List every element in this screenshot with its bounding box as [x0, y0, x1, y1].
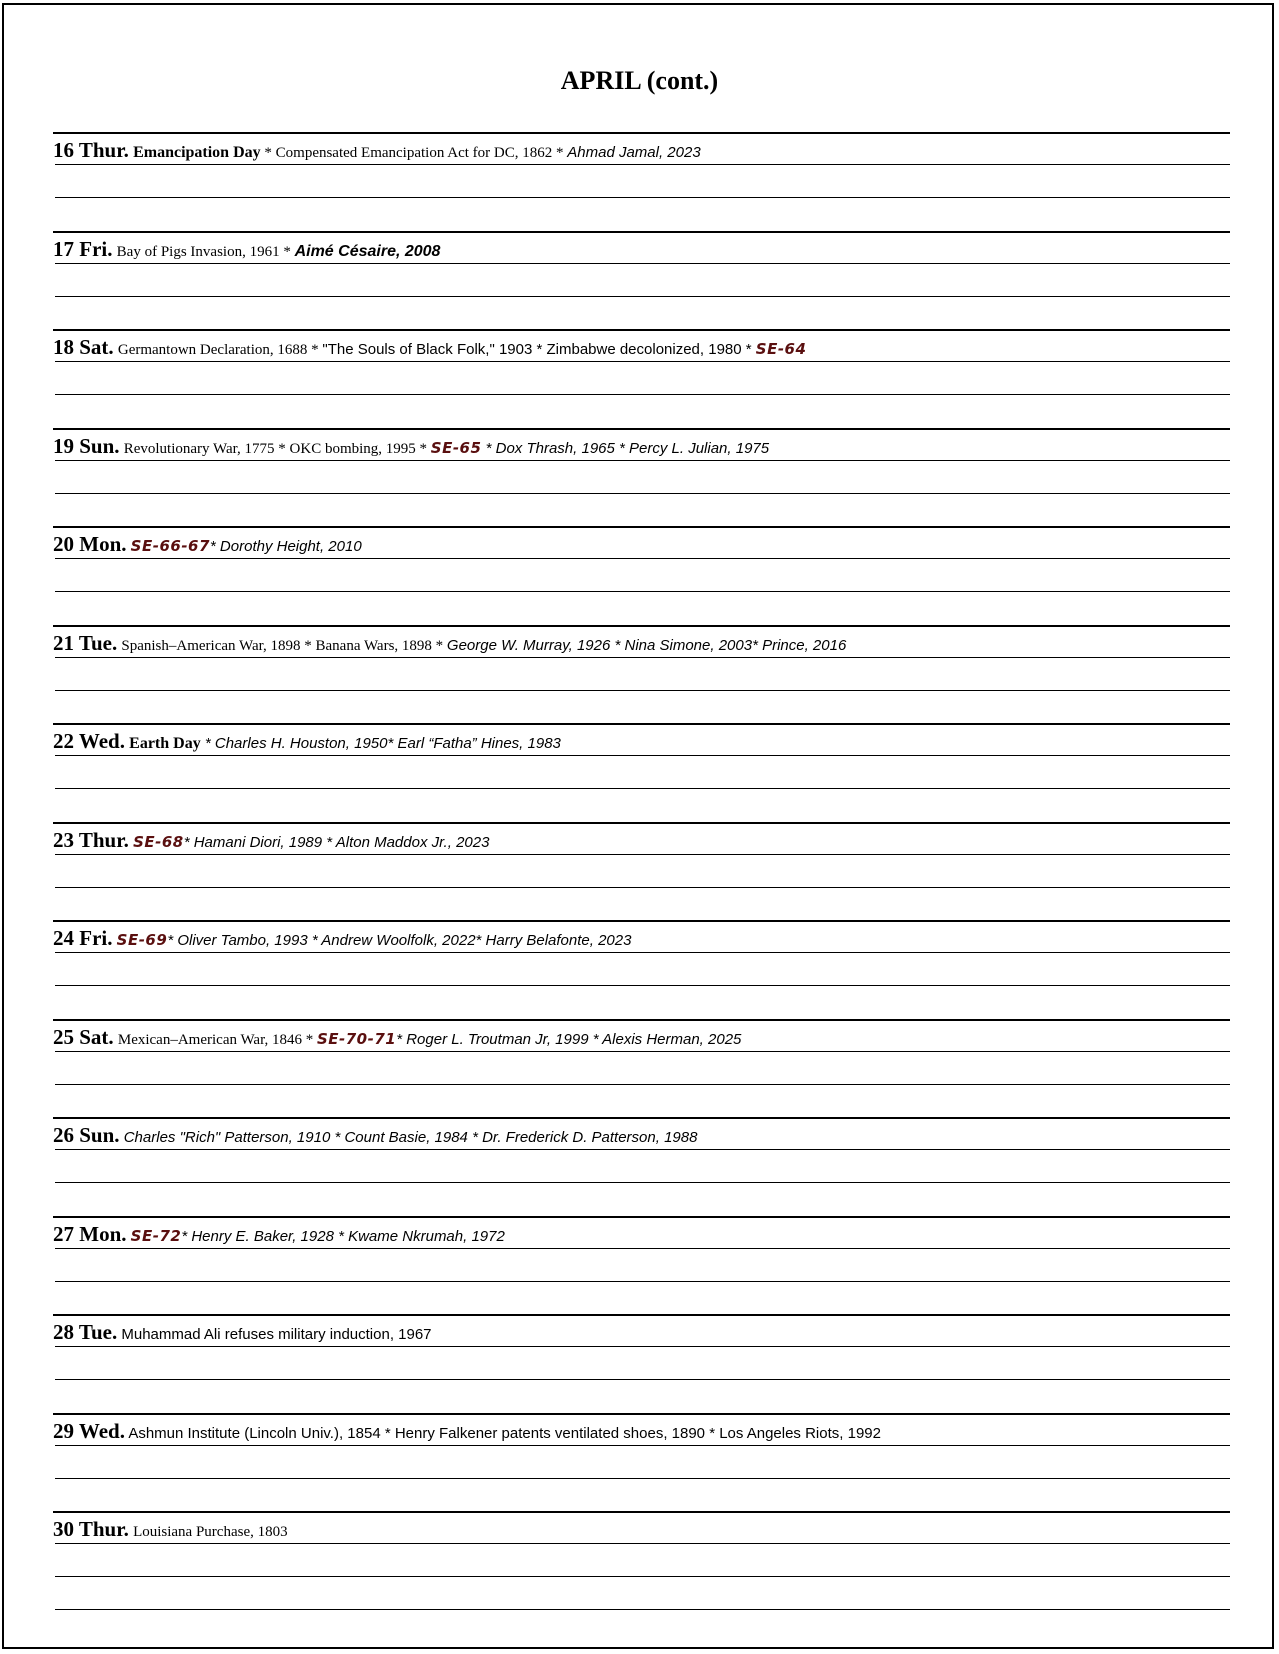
event-text: Muhammad Ali refuses military induction, 1967: [121, 1326, 432, 1343]
se-code: SE-65: [430, 438, 482, 457]
writing-line: [55, 1543, 1230, 1544]
event-text: * Charles H. Houston, 1950* Earl “Fatha” Hines, 1983: [200, 735, 561, 752]
day-date: 18 Sat.: [53, 335, 114, 359]
day-text: [53, 236, 440, 265]
day-divider: [53, 1413, 1230, 1415]
event-text: * Dox Thrash, 1965 * Percy L. Julian, 1975: [481, 439, 770, 457]
event-text: Spanish–American War, 1898 * Banana Wars, 1898 *: [121, 637, 447, 654]
writing-line: [55, 296, 1230, 297]
event-text: * Oliver Tambo, 1993 * Andrew Woolfolk, 2022* Harry Belafonte, 2023: [167, 932, 632, 949]
event-text: Ahmad Jamal, 2023: [567, 144, 701, 161]
writing-line: [55, 1281, 1230, 1282]
day-date: 17 Fri.: [53, 236, 113, 261]
day-text: [53, 433, 769, 462]
writing-line: [55, 1379, 1230, 1380]
day-date: 16 Thur.: [53, 138, 129, 162]
event-text: Revolutionary War, 1775 * OKC bombing, 1995 *: [123, 440, 431, 457]
writing-line: [55, 755, 1230, 756]
se-code: SE-66-67: [130, 537, 210, 555]
day-entry: [53, 625, 1230, 723]
event-text: George W. Murray, 1926 * Nina Simone, 2003* Prince, 2016: [446, 636, 847, 654]
writing-line: [55, 1149, 1230, 1150]
writing-line: [55, 1051, 1230, 1052]
event-text: * Dorothy Height, 2010: [209, 538, 362, 555]
writing-line: [55, 164, 1230, 165]
day-entry: [53, 822, 1230, 920]
day-divider: [53, 822, 1230, 824]
holiday-label: Earth Day: [129, 735, 201, 752]
day-text: [53, 827, 489, 856]
writing-line: [55, 591, 1230, 592]
writing-line: [55, 1445, 1230, 1446]
day-text: [53, 1516, 288, 1545]
day-text: [53, 925, 631, 954]
day-entry: [53, 1216, 1230, 1314]
event-text: Bay of Pigs Invasion, 1961 *: [116, 243, 295, 260]
event-text: Germantown Declaration, 1688 *: [117, 342, 323, 358]
day-divider: [53, 1117, 1230, 1119]
writing-line: [55, 1346, 1230, 1347]
event-text: * Compensated Emancipation Act for DC, 1862 *: [260, 145, 568, 161]
day-divider: [53, 1019, 1230, 1021]
day-text: [53, 728, 561, 757]
writing-line: [55, 1248, 1230, 1249]
se-code: SE-64: [755, 340, 807, 358]
se-code: SE-70-71: [316, 1029, 397, 1048]
se-code: SE-72: [130, 1226, 182, 1245]
day-entry: [53, 526, 1230, 624]
day-entry: [53, 1117, 1230, 1215]
day-divider: [53, 1314, 1230, 1316]
writing-line: [55, 690, 1230, 691]
writing-line: [55, 558, 1230, 559]
day-divider: [53, 625, 1230, 627]
se-code: SE-69: [116, 931, 168, 949]
writing-line: [55, 788, 1230, 789]
day-entry: [53, 132, 1230, 230]
day-text: [53, 334, 806, 363]
day-date: 19 Sun.: [53, 433, 120, 458]
writing-line: [55, 460, 1230, 461]
day-divider: [53, 231, 1230, 233]
event-text: Charles "Rich" Patterson, 1910 * Count Basie, 1984 * Dr. Frederick D. Patterson, 1988: [123, 1129, 698, 1146]
day-divider: [53, 526, 1230, 528]
day-date: 21 Tue.: [53, 630, 118, 655]
writing-line: [55, 361, 1230, 362]
day-entry: [53, 920, 1230, 1018]
day-date: 27 Mon.: [53, 1221, 127, 1246]
day-text: [53, 137, 701, 166]
day-entry: [53, 1019, 1230, 1117]
day-divider: [53, 1216, 1230, 1218]
writing-line: [55, 493, 1230, 494]
writing-line: [55, 854, 1230, 855]
day-text: [53, 1122, 697, 1151]
writing-line: [55, 985, 1230, 986]
day-entry: [53, 329, 1230, 427]
day-divider: [53, 132, 1230, 134]
event-text: Ashmun Institute (Lincoln Univ.), 1854 * Henry Falkener patents ventilated shoes, 1890 * Los Angeles Riots, 1992: [128, 1424, 881, 1442]
writing-line: [55, 197, 1230, 198]
day-divider: [53, 1511, 1230, 1513]
writing-line: [55, 887, 1230, 888]
writing-line: [55, 657, 1230, 658]
day-text: [53, 531, 362, 560]
event-text: * Hamani Diori, 1989 * Alton Maddox Jr., 2023: [183, 833, 490, 851]
day-text: [53, 1418, 881, 1447]
writing-line: [55, 1478, 1230, 1479]
writing-line: [55, 1084, 1230, 1085]
day-text: [53, 1319, 432, 1348]
day-date: 30 Thur.: [53, 1517, 129, 1541]
day-date: 26 Sun.: [53, 1123, 120, 1147]
day-text: [53, 1024, 741, 1053]
day-text: [53, 630, 846, 659]
writing-line: [55, 1609, 1230, 1610]
day-entry: [53, 723, 1230, 821]
day-divider: [53, 723, 1230, 725]
se-code: SE-68: [133, 832, 184, 851]
day-entry: [53, 428, 1230, 526]
event-text: * Henry E. Baker, 1928 * Kwame Nkrumah, 1972: [181, 1227, 505, 1245]
writing-line: [55, 952, 1230, 953]
day-divider: [53, 920, 1230, 922]
event-text: "The Souls of Black Folk," 1903 * Zimbabwe decolonized, 1980 *: [322, 341, 756, 358]
day-entry: [53, 1314, 1230, 1412]
event-text: Aimé Césaire, 2008: [294, 242, 441, 260]
day-entry: [53, 1511, 1230, 1609]
day-date: 28 Tue.: [53, 1320, 118, 1344]
day-date: 20 Mon.: [53, 532, 127, 556]
day-date: 23 Thur.: [53, 827, 129, 852]
day-date: 25 Sat.: [53, 1024, 114, 1049]
day-date: 29 Wed.: [53, 1418, 125, 1443]
event-text: Mexican–American War, 1846 *: [117, 1031, 317, 1048]
day-entry: [53, 231, 1230, 329]
day-date: 22 Wed.: [53, 729, 125, 753]
event-text: * Roger L. Troutman Jr, 1999 * Alexis Herman, 2025: [396, 1030, 742, 1048]
writing-line: [55, 1182, 1230, 1183]
day-divider: [53, 428, 1230, 430]
writing-line: [55, 394, 1230, 395]
holiday-label: Emancipation Day: [133, 144, 261, 161]
event-text: Louisiana Purchase, 1803: [133, 1524, 288, 1540]
page-title: APRIL (cont.): [560, 66, 719, 95]
day-entry: [53, 1413, 1230, 1511]
day-divider: [53, 329, 1230, 331]
writing-line: [55, 263, 1230, 264]
writing-line: [55, 1576, 1230, 1577]
day-date: 24 Fri.: [53, 926, 113, 950]
day-text: [53, 1221, 505, 1250]
